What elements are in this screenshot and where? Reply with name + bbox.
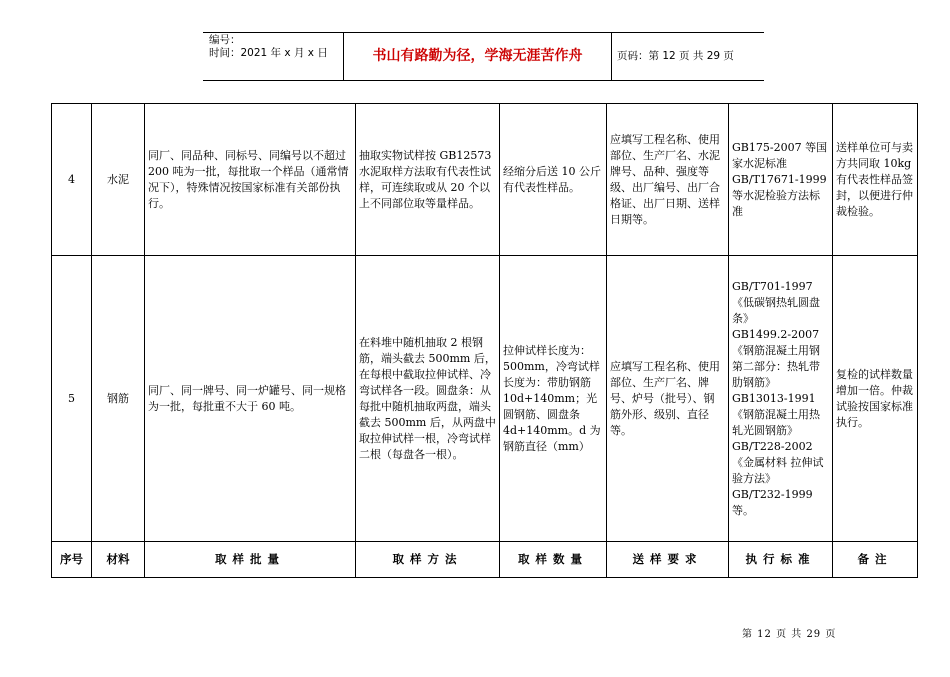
standard-line: 《低碳钢热轧圆盘条》 (732, 295, 820, 325)
standard-line: GB/T701-1997 (732, 279, 813, 293)
header-quantity: 取样数量 (500, 542, 607, 578)
header-batch: 取样批量 (145, 542, 356, 578)
cell-requirements: 应填写工程名称、使用部位、生产厂名、水泥牌号、品种、强度等级、出厂编号、出厂合格证、出厂日期、送样日期等。 (607, 104, 729, 256)
cell-batch: 同厂、同品种、同标号、同编号以不超过 200 吨为一批，每批取一个样品（通常情况下），特殊情况按国家标准有关部份执行。 (145, 104, 356, 256)
standard-line: 《钢筋混凝土用钢第二部分：热轧带肋钢筋》 (732, 343, 820, 389)
cell-requirements: 应填写工程名称、使用部位、生产厂名、牌号、炉号（批号）、钢筋外形、级别、直径等。 (607, 256, 729, 542)
cell-remarks: 送样单位可与卖方共同取 10kg 有代表性样品签封，以便进行仲裁检验。 (833, 104, 918, 256)
cell-material: 钢筋 (92, 256, 145, 542)
page-footer: 第 12 页 共 29 页 (742, 629, 837, 640)
cell-material: 水泥 (92, 104, 145, 256)
header-motto: 书山有路勤为径，学海无涯苦作舟 (344, 33, 612, 80)
header-method: 取样方法 (356, 542, 500, 578)
cell-quantity: 经缩分后送 10 公斤有代表性样品。 (500, 104, 607, 256)
standard-line: 《钢筋混凝土用热轧光圆钢筋》 (732, 407, 820, 437)
standard-line: GB/T232-1999 (732, 487, 813, 501)
standard-line: GB1499.2-2007 (732, 327, 820, 341)
header-standard: 执行标准 (729, 542, 833, 578)
time-label: 时间：2021 年 x 月 x 日 (209, 47, 328, 59)
cell-method: 抽取实物试样按 GB12573 水泥取样方法取有代表性试样，可连续取或从 20 个以上不同部位取等量样品。 (356, 104, 500, 256)
header-page-info: 页码：第 12 页 共 29 页 (617, 50, 734, 62)
header-requirements: 送样要求 (607, 542, 729, 578)
header-meta (203, 33, 344, 80)
cell-method: 在料堆中随机抽取 2 根钢筋，端头截去 500mm 后，在每根中截取拉伸试样、冷弯试样各一段。圆盘条：从每批中随机抽取两盘，端头截去 500mm 后，从两盘中取拉伸试样一根，冷弯试样二根（每盘各一根）。 (356, 256, 500, 542)
header-no: 序号 (52, 542, 92, 578)
header-material: 材料 (92, 542, 145, 578)
sampling-table (51, 103, 918, 578)
table-header-row (52, 542, 918, 578)
cell-quantity: 拉伸试样长度为：500mm，冷弯试样长度为：带肋钢筋 10d+140mm；光圆钢筋、圆盘条 4d+140mm。d 为钢筋直径（mm） (500, 256, 607, 542)
table-row (52, 256, 918, 542)
table-row (52, 104, 918, 256)
number-label: 编号： (209, 34, 241, 46)
standard-line: 等。 (732, 503, 754, 517)
page-header (203, 32, 764, 81)
header-remarks: 备注 (833, 542, 918, 578)
cell-no: 5 (52, 256, 92, 542)
standard-line: 《金属材料 拉伸试验方法》 (732, 455, 824, 485)
cell-standard: GB175-2007 等国家水泥标准 GB/T17671-1999 等水泥检验方法标准 (729, 104, 833, 256)
cell-batch: 同厂、同一牌号、同一炉罐号、同一规格为一批，每批重不大于 60 吨。 (145, 256, 356, 542)
standard-line: GB13013-1991 (732, 391, 816, 405)
cell-no: 4 (52, 104, 92, 256)
cell-remarks: 复检的试样数量增加一倍。仲裁试验按国家标准执行。 (833, 256, 918, 542)
standard-line: GB/T228-2002 (732, 439, 813, 453)
cell-standard (729, 256, 833, 542)
